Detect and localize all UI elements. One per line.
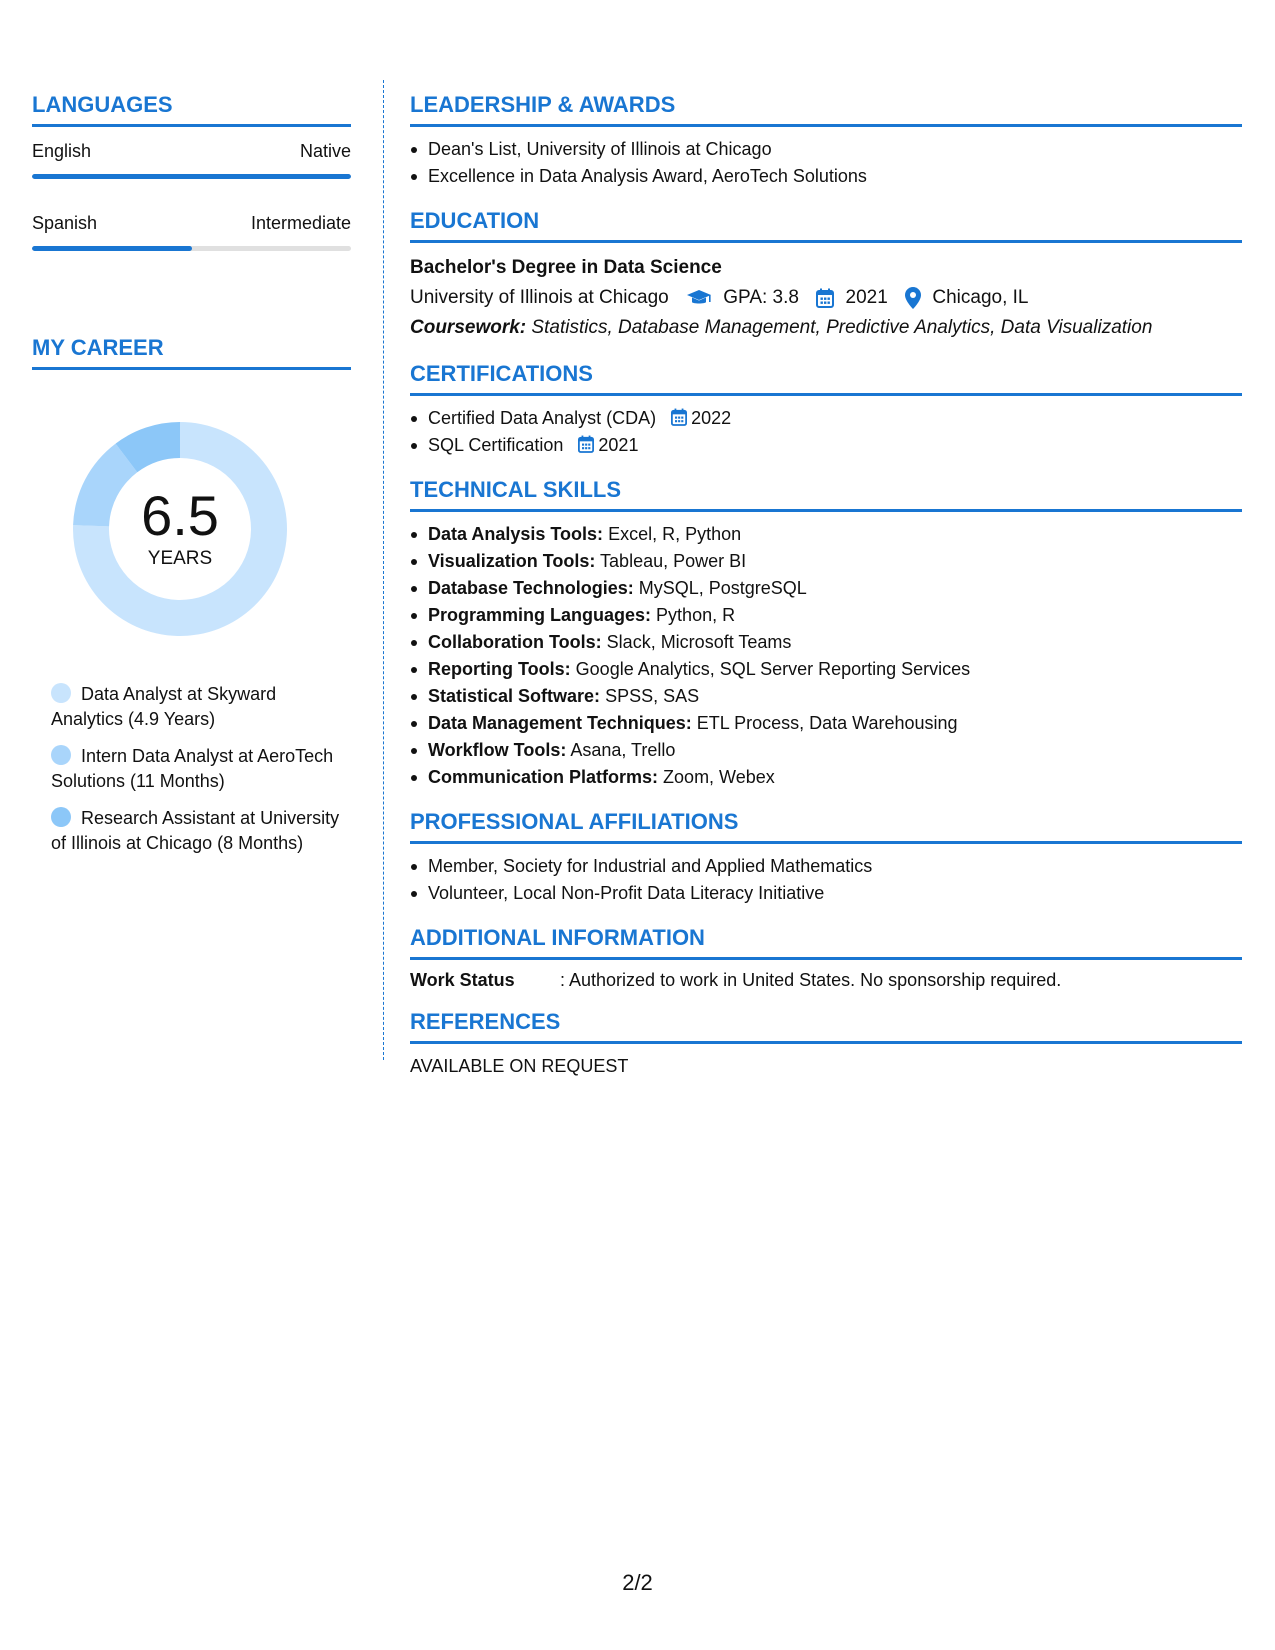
career-entry-label: Data Analyst at Skyward Analytics (4.9 Years) bbox=[51, 684, 277, 729]
language-name: English bbox=[32, 141, 92, 161]
list-item: Dean's List, University of Illinois at Chicago bbox=[410, 136, 1242, 163]
column-divider bbox=[383, 80, 384, 1060]
additional-info-section bbox=[410, 925, 1242, 991]
skill-value: ETL Process, Data Warehousing bbox=[696, 713, 958, 734]
references-section bbox=[410, 1009, 1242, 1077]
career-donut-chart bbox=[65, 414, 295, 644]
skill-item bbox=[410, 521, 1242, 548]
references-text: AVAILABLE ON REQUEST bbox=[410, 1056, 629, 1077]
coursework bbox=[410, 313, 1242, 343]
list-item: Volunteer, Local Non-Profit Data Literacy Initiative bbox=[410, 880, 1242, 907]
list-item bbox=[410, 432, 1242, 459]
certifications-section bbox=[410, 361, 1242, 459]
legend-dot bbox=[51, 683, 71, 703]
skill-value: SPSS, SAS bbox=[605, 686, 700, 707]
affiliations-title: PROFESSIONAL AFFILIATIONS bbox=[410, 809, 1242, 844]
language-level: Native bbox=[299, 141, 351, 161]
skills-section bbox=[410, 477, 1242, 791]
graduation-year: 2021 bbox=[845, 287, 888, 308]
skill-item bbox=[410, 737, 1242, 764]
language-item bbox=[32, 213, 351, 251]
certification-name: SQL Certification bbox=[428, 435, 564, 456]
career-legend-item bbox=[51, 744, 341, 794]
calendar-icon bbox=[816, 288, 834, 308]
career-total-unit: YEARS bbox=[147, 548, 213, 569]
school-location: Chicago, IL bbox=[932, 287, 1029, 308]
list-item bbox=[410, 405, 1242, 432]
skill-label: Database Technologies: bbox=[428, 578, 634, 599]
skills-title: TECHNICAL SKILLS bbox=[410, 477, 1242, 512]
calendar-icon bbox=[671, 408, 687, 426]
skill-label: Visualization Tools: bbox=[428, 551, 596, 572]
leadership-title: LEADERSHIP & AWARDS bbox=[410, 92, 1242, 127]
skill-item bbox=[410, 548, 1242, 575]
certifications-title: CERTIFICATIONS bbox=[410, 361, 1242, 396]
language-level: Intermediate bbox=[250, 213, 351, 233]
skill-item bbox=[410, 656, 1242, 683]
gpa: GPA: 3.8 bbox=[723, 287, 799, 308]
skill-label: Data Analysis Tools: bbox=[428, 524, 604, 545]
language-proficiency-bar bbox=[32, 246, 351, 251]
career-total-value: 6.5 bbox=[141, 484, 219, 547]
career-entry-label: Research Assistant at University of Illinois at Chicago (8 Months) bbox=[51, 808, 340, 853]
calendar-icon bbox=[578, 435, 594, 453]
list-item: Member, Society for Industrial and Applied Mathematics bbox=[410, 853, 1242, 880]
skill-value: MySQL, PostgreSQL bbox=[638, 578, 807, 599]
right-column bbox=[410, 92, 1242, 1095]
skill-label: Reporting Tools: bbox=[428, 659, 571, 680]
school-name: University of Illinois at Chicago bbox=[410, 287, 669, 308]
skill-item bbox=[410, 575, 1242, 602]
degree-name: Bachelor's Degree in Data Science bbox=[410, 257, 722, 278]
left-column bbox=[32, 92, 351, 868]
language-proficiency-fill bbox=[32, 246, 192, 251]
skill-item bbox=[410, 683, 1242, 710]
skill-label: Collaboration Tools: bbox=[428, 632, 602, 653]
languages-title: LANGUAGES bbox=[32, 92, 351, 127]
certification-name: Certified Data Analyst (CDA) bbox=[428, 408, 657, 429]
language-name: Spanish bbox=[32, 213, 98, 233]
career-section bbox=[32, 335, 351, 856]
skill-label: Workflow Tools: bbox=[428, 740, 567, 761]
skill-item bbox=[410, 710, 1242, 737]
career-legend-item bbox=[51, 806, 341, 856]
career-title: MY CAREER bbox=[32, 335, 351, 370]
education-meta bbox=[410, 283, 1242, 313]
legend-dot bbox=[51, 807, 71, 827]
skill-value: Tableau, Power BI bbox=[600, 551, 747, 572]
skill-value: Zoom, Webex bbox=[663, 767, 775, 788]
skill-item bbox=[410, 602, 1242, 629]
work-status-label: Work Status bbox=[410, 970, 515, 991]
list-item: Excellence in Data Analysis Award, AeroTech Solutions bbox=[410, 163, 1242, 190]
language-proficiency-fill bbox=[32, 174, 351, 179]
career-legend-item bbox=[51, 682, 341, 732]
education-title: EDUCATION bbox=[410, 208, 1242, 243]
career-entry-label: Intern Data Analyst at AeroTech Solutions (11 Months) bbox=[51, 746, 334, 791]
skill-value: Asana, Trello bbox=[570, 740, 676, 761]
skill-item bbox=[410, 764, 1242, 791]
career-legend bbox=[51, 682, 341, 856]
affiliations-section bbox=[410, 809, 1242, 907]
skill-label: Data Management Techniques: bbox=[428, 713, 692, 734]
leadership-section bbox=[410, 92, 1242, 190]
coursework-list: Statistics, Database Management, Predictive Analytics, Data Visualization bbox=[531, 317, 1153, 339]
legend-dot bbox=[51, 745, 71, 765]
coursework-label: Coursework: bbox=[410, 317, 527, 339]
skill-value: Python, R bbox=[656, 605, 736, 626]
location-pin-icon bbox=[905, 287, 921, 309]
skill-label: Programming Languages: bbox=[428, 605, 652, 626]
references-title: REFERENCES bbox=[410, 1009, 1242, 1044]
work-status-value: : Authorized to work in United States. No sponsorship required. bbox=[560, 970, 1062, 991]
page-number: 2/2 bbox=[622, 1570, 653, 1595]
certification-year: 2021 bbox=[598, 435, 639, 456]
skill-value: Excel, R, Python bbox=[608, 524, 742, 545]
certification-year: 2022 bbox=[691, 408, 732, 429]
skill-label: Communication Platforms: bbox=[428, 767, 659, 788]
language-item bbox=[32, 141, 351, 179]
additional-info-title: ADDITIONAL INFORMATION bbox=[410, 925, 1242, 960]
graduation-cap-icon bbox=[686, 289, 712, 307]
education-section bbox=[410, 208, 1242, 343]
skill-item bbox=[410, 629, 1242, 656]
language-proficiency-bar bbox=[32, 174, 351, 179]
skill-value: Slack, Microsoft Teams bbox=[606, 632, 792, 653]
skill-label: Statistical Software: bbox=[428, 686, 601, 707]
skill-value: Google Analytics, SQL Server Reporting Services bbox=[575, 659, 971, 680]
languages-section bbox=[32, 92, 351, 251]
